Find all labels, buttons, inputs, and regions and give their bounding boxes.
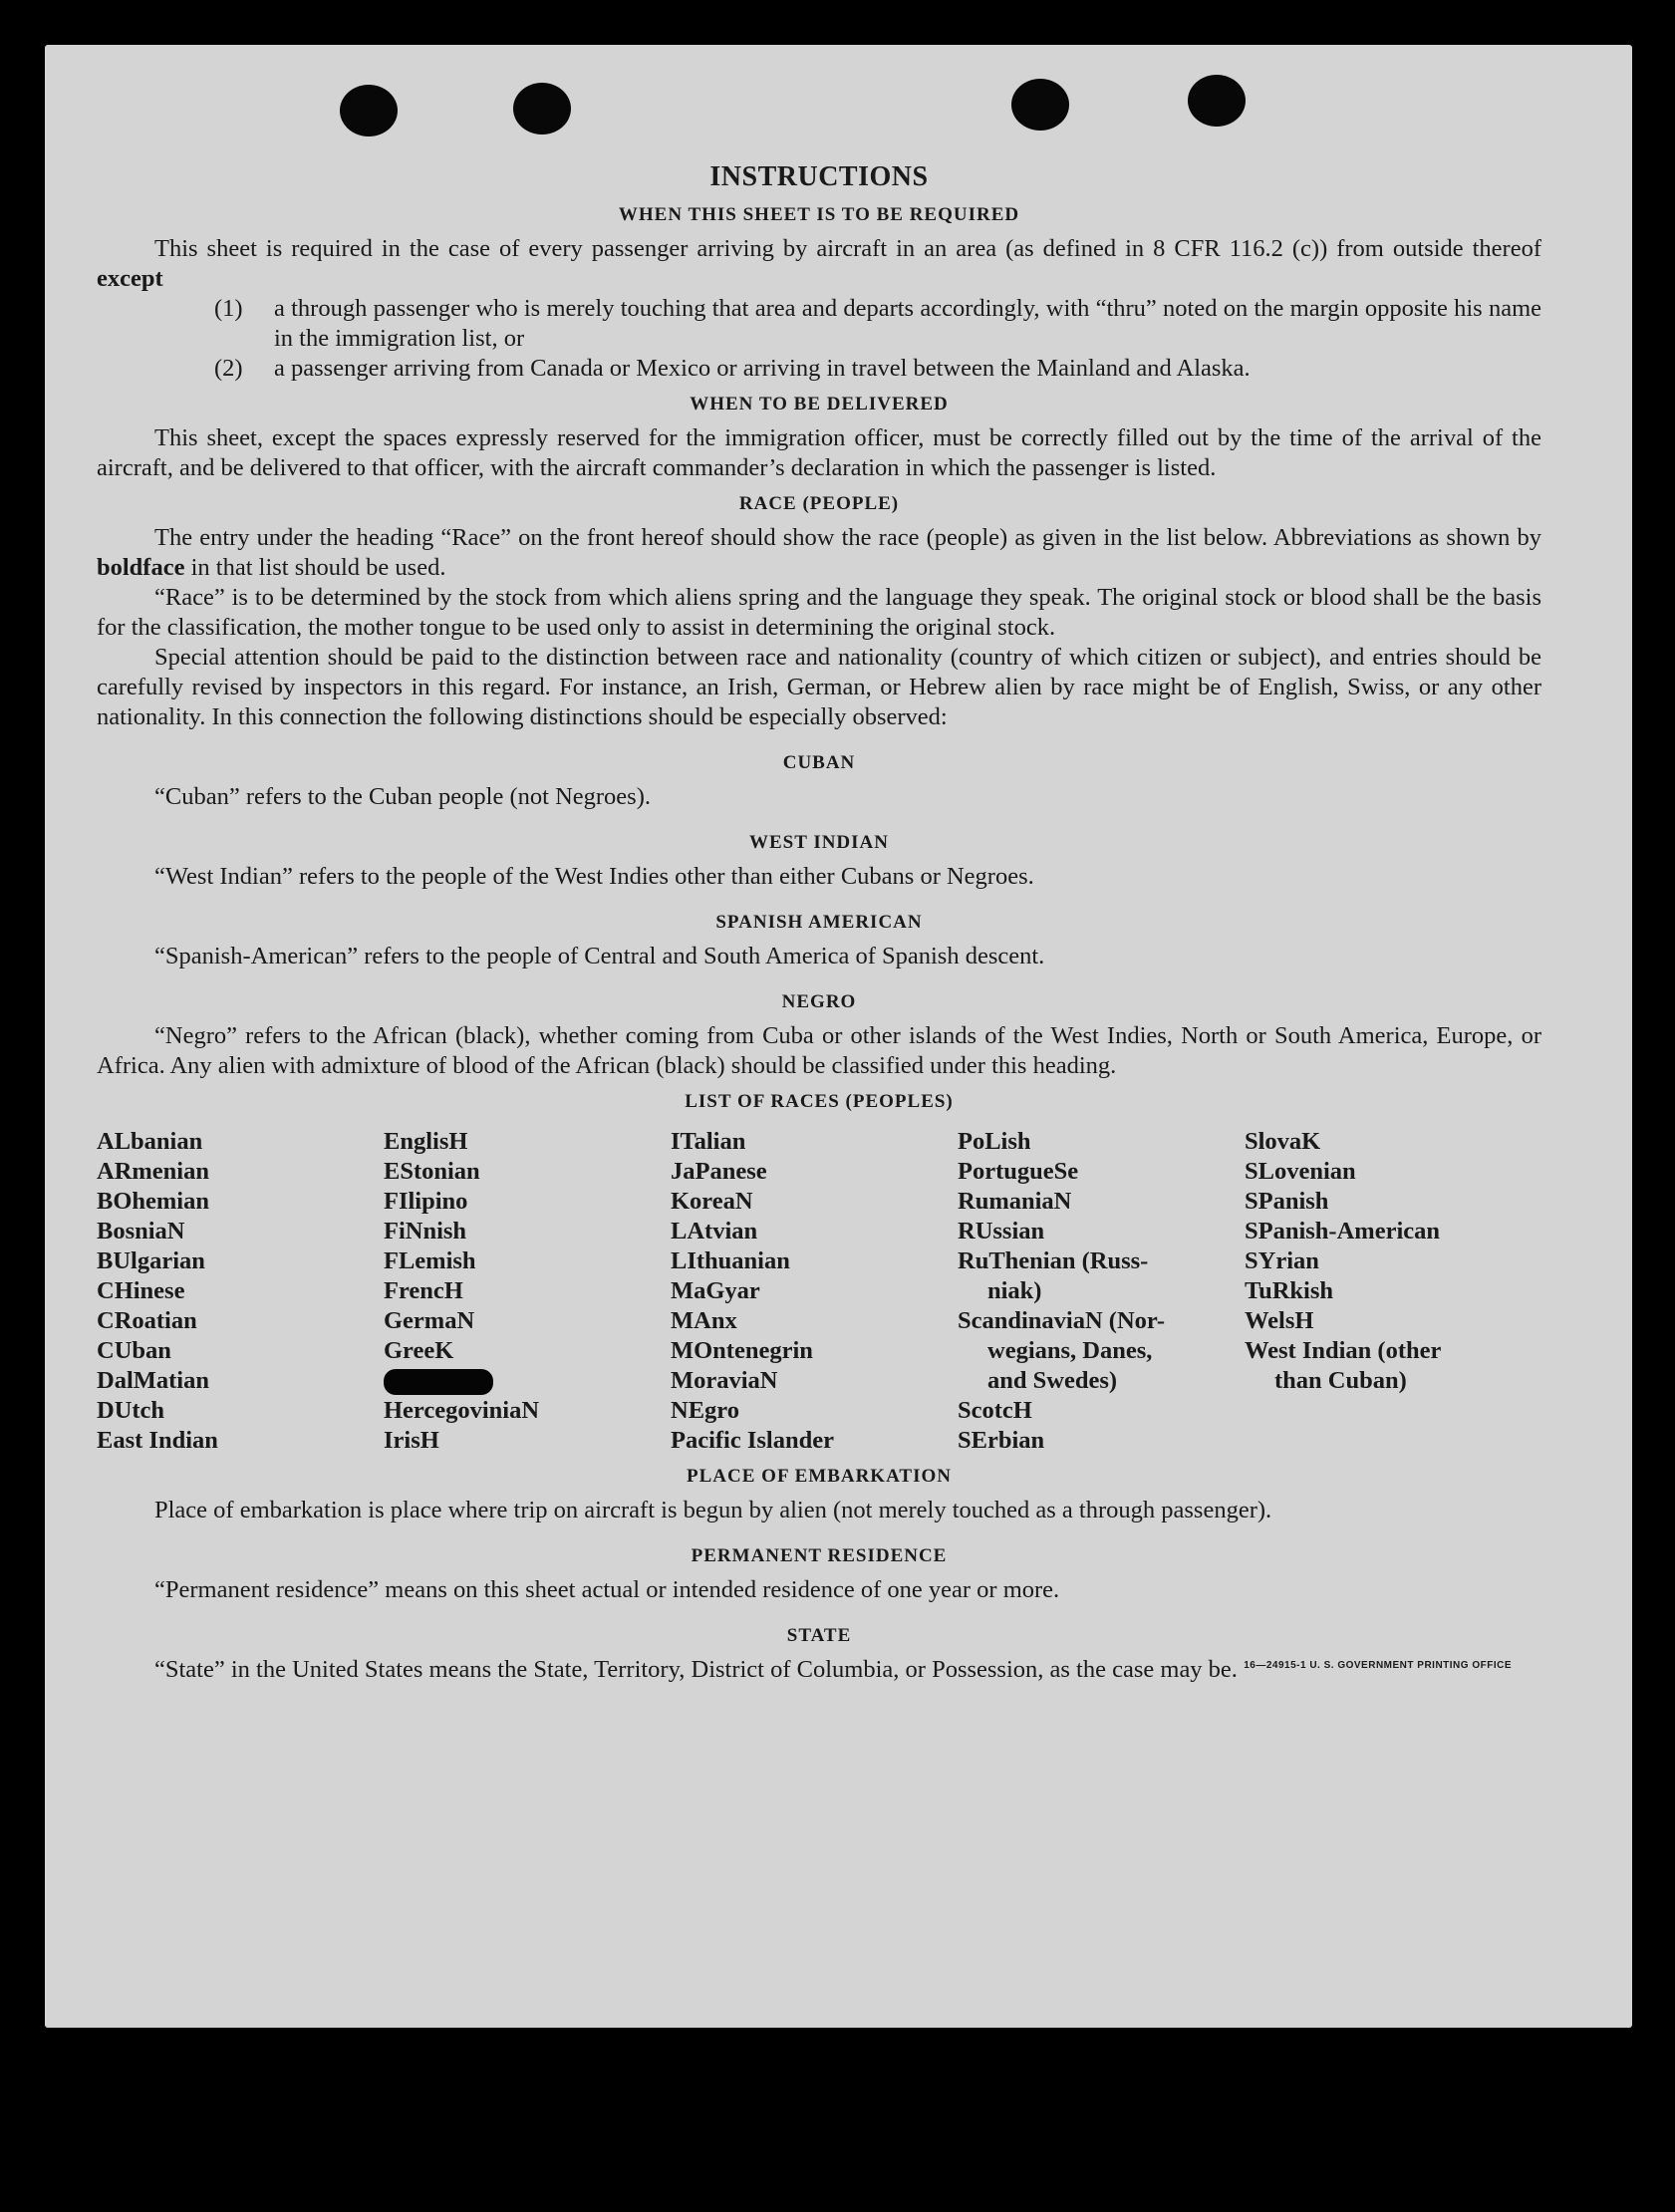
punch-hole [513,83,571,135]
race-item: FLemish [384,1247,476,1274]
race-item: LIthuanian [671,1247,790,1274]
race-item: LAtvian [671,1218,758,1244]
heading-spanish-american: SPANISH AMERICAN [715,912,923,933]
permanent-residence-text: “Permanent residence” means on this sheet actual or intended residence of one year or more. [154,1576,1060,1603]
heading-race: RACE (PEOPLE) [738,493,900,514]
heading-list-of-races: LIST OF RACES (PEOPLES) [685,1091,954,1112]
required-intro-except: except [97,265,163,292]
west-indian-text: “West Indian” refers to the people of the West Indies other than either Cubans or Negroes. [154,863,1034,890]
race-item: BOhemian [97,1188,209,1215]
race-item: SErbian [958,1427,1045,1454]
race-item: MAnx [671,1307,737,1334]
required-item-1 [97,294,1541,354]
race-item: Pacific Islander [671,1427,834,1454]
embarkation-text: Place of embarkation is place where trip on aircraft is begun by alien (not merely touched as a through passenger). [154,1497,1272,1523]
delivered-text: This sheet, except the spaces expressly reserved for the immigration officer, must be correctly filled out by the time of the arrival of the aircraft, and be delivered to that officer, with the aircraft commander’s declaration in which the passenger is listed. [97,424,1541,481]
races-column-3 [671,1127,958,1456]
race-paragraph-1 [97,523,1541,583]
race-item: ScandinaviaN (Nor- [958,1307,1166,1334]
punch-hole [1188,75,1246,127]
negro-text: “Negro” refers to the African (black), whether coming from Cuba or other islands of the West Indies, North or South America, Europe, or Africa. Any alien with admixture of blood of the African (black) should be classified under this heading. [97,1022,1541,1079]
race-item: SLovenian [1245,1158,1356,1185]
race-item-continued [958,1276,1245,1306]
race-item: JaPanese [671,1158,767,1185]
heading-cuban: CUBAN [782,752,856,773]
heading-state: STATE [786,1625,852,1646]
race-item: DUtch [97,1397,165,1424]
race-item: BosniaN [97,1218,185,1244]
race-item: CUban [97,1337,171,1364]
race-item-continued [1245,1366,1532,1396]
race-item: FrencH [384,1277,463,1304]
race-item: IrisH [384,1427,439,1454]
document-sheet [45,45,1632,2028]
race-item: FiNnish [384,1218,467,1244]
race-p1-boldface: boldface [97,554,185,581]
heading-permanent-residence: PERMANENT RESIDENCE [691,1545,948,1566]
race-item-continued [958,1336,1245,1366]
race-item-continued [958,1366,1245,1396]
races-column-5 [1245,1127,1532,1456]
race-item: WelsH [1245,1307,1314,1334]
state-text: “State” in the United States means the State, Territory, District of Columbia, or Possession, as the case may be. [154,1656,1238,1683]
races-list [97,1127,1541,1456]
race-item: RUssian [958,1218,1045,1244]
race-item: CRoatian [97,1307,197,1334]
races-column-1 [97,1127,384,1456]
race-p1-end: in that list should be used. [184,554,446,581]
state-section [97,1655,1541,1685]
redaction-mark [384,1369,493,1395]
race-item: GermaN [384,1307,475,1334]
required-intro-text: This sheet is required in the case of every passenger arriving by aircraft in an area (as defined in 8 CFR 116.2 (c)) from outside thereof [154,235,1541,262]
race-item: MaGyar [671,1277,760,1304]
race-item: SPanish [1245,1188,1329,1215]
spanish-american-text: “Spanish-American” refers to the people of Central and South America of Spanish descent. [154,943,1045,969]
heading-required: WHEN THIS SHEET IS TO BE REQUIRED [618,204,1020,225]
race-item: RuThenian (Russ- [958,1247,1149,1274]
race-item: RumaniaN [958,1188,1072,1215]
race-item: SPanish-American [1245,1218,1440,1244]
races-column-4 [958,1127,1245,1456]
race-item: NEgro [671,1397,739,1424]
race-item: ITalian [671,1128,746,1155]
race-item: FIlipino [384,1188,468,1215]
race-p1-text: The entry under the heading “Race” on the front hereof should show the race (people) as given in the list below. Abbreviations as shown by [154,524,1541,551]
race-item: TuRkish [1245,1277,1334,1304]
race-item: PortugueSe [958,1158,1079,1185]
heading-embarkation: PLACE OF EMBARKATION [687,1466,952,1487]
race-item: SYrian [1245,1247,1319,1274]
race-item: EStonian [384,1158,480,1185]
race-item: ARmenian [97,1158,209,1185]
punch-hole [340,85,398,137]
race-item-continuation: than Cuban) [1274,1367,1407,1394]
race-item: EnglisH [384,1128,468,1155]
race-paragraph-3: Special attention should be paid to the distinction between race and nationality (country of which citizen or subject), and entries should be carefully revised by inspectors in this regard. For instance, an Irish, German, or Hebrew alien by race might be of English, Swiss, or any other nationality. In this connection the following distinctions should be especially observed: [97,644,1541,730]
heading-west-indian: WEST INDIAN [749,832,889,853]
heading-delivered: WHEN TO BE DELIVERED [690,394,949,415]
cuban-text: “Cuban” refers to the Cuban people (not Negroes). [154,783,651,810]
item-number: (2) [214,355,243,382]
required-intro [97,234,1541,294]
race-item: GreeK [384,1337,454,1364]
race-item: PoLish [958,1128,1031,1155]
item-text: a passenger arriving from Canada or Mexico or arriving in travel between the Mainland and Alaska. [274,355,1251,382]
race-item: KoreaN [671,1188,753,1215]
race-item: CHinese [97,1277,185,1304]
race-item-continuation: and Swedes) [987,1367,1118,1394]
race-item: MoraviaN [671,1367,778,1394]
race-item: ALbanian [97,1128,203,1155]
race-paragraph-2: “Race” is to be determined by the stock from which aliens spring and the language they speak. The original stock or blood shall be the basis for the classification, the mother tongue to be used only to assist in determining the original stock. [97,584,1541,641]
race-item: ScotcH [958,1397,1032,1424]
race-item: West Indian (other [1245,1337,1442,1364]
race-item: BUlgarian [97,1247,205,1274]
race-item: DalMatian [97,1367,209,1394]
race-item-continuation: wegians, Danes, [987,1337,1153,1364]
required-item-2 [97,354,1541,384]
punch-hole [1011,79,1069,131]
instructions-content [97,162,1541,1685]
heading-negro: NEGRO [781,991,857,1012]
race-item-continuation: niak) [987,1277,1042,1304]
race-item: East Indian [97,1427,218,1454]
race-item: MOntenegrin [671,1337,813,1364]
printer-imprint: 16—24915-1 U. S. GOVERNMENT PRINTING OFFICE [1244,1660,1512,1671]
races-column-2 [384,1127,671,1456]
item-text: a through passenger who is merely touching that area and departs accordingly, with “thru” noted on the margin opposite his name in the immigration list, or [274,295,1541,352]
redacted-entry [384,1366,671,1396]
race-item: HercegoviniaN [384,1397,540,1424]
page-title: INSTRUCTIONS [709,161,929,192]
item-number: (1) [214,295,243,322]
race-item: SlovaK [1245,1128,1321,1155]
